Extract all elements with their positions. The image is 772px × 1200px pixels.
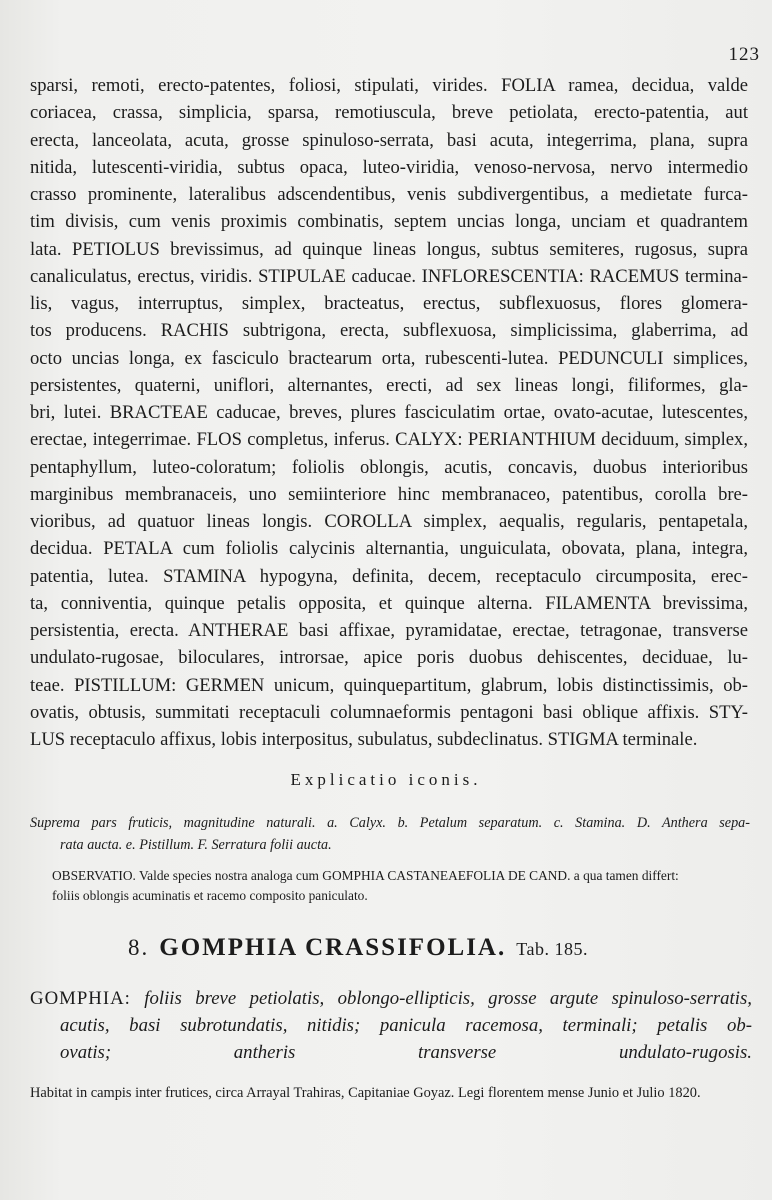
diagnosis-line-1-text: foliis breve petiolatis, oblongo-ellipticis, grosse argute spinuloso-serratis, (144, 988, 752, 1009)
observatio-note (52, 866, 752, 906)
description-line: bri, lutei. BRACTEAE caducae, breves, plures fasciculatim ortae, ovato-acutae, lutescentes, (30, 402, 748, 423)
plate-explanation-line-1: Suprema pars fruticis, magnitudine naturali. a. Calyx. b. Petalum separatum. c. Stamina. D. Anthera sepa- (30, 815, 750, 831)
species-description (30, 72, 748, 753)
diagnosis-genus: GOMPHIA: (30, 988, 131, 1009)
page-number: 123 (728, 44, 760, 65)
species-name: GOMPHIA CRASSIFOLIA. (159, 934, 507, 961)
diagnosis-line-3: ovatis; antheris transverse undulato-rugosis. (60, 1042, 752, 1063)
description-line: persistentes, quaterni, uniflori, alternantes, erecti, ad sex lineas longi, filiformes, gla- (30, 374, 748, 396)
species-heading (128, 934, 588, 962)
description-line: coriacea, crassa, simplicia, sparsa, remotiuscula, breve petiolata, erecto-patentia, aut (30, 102, 748, 124)
description-line: erecta, lanceolata, acuta, grosse spinuloso-serrata, basi acuta, integerrima, plana, supra (30, 129, 748, 151)
description-line: vioribus, ad quatuor lineas longis. COROLLA simplex, aequalis, regularis, pentapetala, (30, 511, 748, 532)
description-line: persistentia, erecta. ANTHERAE basi affixae, pyramidatae, erectae, tetragonae, transverse (30, 620, 748, 641)
description-line: marginibus membranaceis, uno semiinteriore hinc membranaceo, patentibus, corolla bre- (30, 483, 748, 505)
description-line: ta, conniventia, quinque petalis opposita, et quinque alterna. FILAMENTA brevissima, (30, 592, 748, 614)
habitat-note: Habitat in campis inter frutices, circa Arrayal Trahiras, Capitaniae Goyaz. Legi florentem mense Junio et Julio 1820. (30, 1085, 701, 1101)
description-line: sparsi, remoti, erecto-patentes, foliosi, stipulati, virides. FOLIA ramea, decidua, valde (30, 75, 748, 96)
observatio-line-1: OBSERVATIO. Valde species nostra analoga cum GOMPHIA CASTANEAEFOLIA DE CAND. a qua tamen differt: (52, 868, 679, 883)
description-line: patentia, lutea. STAMINA hypogyna, definita, decem, receptaculo circumposita, erec- (30, 565, 748, 587)
description-line: teae. PISTILLUM: GERMEN unicum, quinquepartitum, glabrum, lobis distinctissimis, ob- (30, 674, 748, 696)
description-line: decidua. PETALA cum foliolis calycinis alternantia, unguiculata, obovata, plana, integra, (30, 538, 748, 560)
description-line: LUS receptaculo affixus, lobis interpositus, subulatus, subdeclinatus. STIGMA terminale. (30, 729, 698, 750)
plate-reference: Tab. 185. (516, 939, 588, 959)
species-number: 8. (128, 935, 150, 960)
description-line: lis, vagus, interruptus, simplex, bracteatus, erectus, subflexuosus, flores glomera- (30, 293, 748, 314)
description-line: tim divisis, cum venis proximis combinatis, septem uncias longa, unciam et quadrantem (30, 211, 748, 233)
description-line: canaliculatus, erectus, viridis. STIPULAE caducae. INFLORESCENTIA: RACEMUS termina- (30, 265, 748, 287)
description-line: nitida, lutescenti-viridia, subtus opaca, luteo-viridia, venoso-nervosa, nervo intermedio (30, 156, 748, 178)
description-line: tos producens. RACHIS subtrigona, erecta, subflexuosa, simplicissima, glaberrima, ad (30, 320, 748, 342)
plate-explanation-line-2: rata aucta. e. Pistillum. F. Serratura folii aucta. (60, 837, 332, 853)
description-line: octo uncias longa, ex fasciculo bractearum orta, rubescenti-lutea. PEDUNCULI simplices, (30, 347, 748, 369)
description-line: undulato-rugosae, biloculares, introrsae, apice poris duobus dehiscentes, deciduae, lu- (30, 647, 748, 669)
description-line: ovatis, obtusis, summitati receptaculi columnaeformis pentagoni basi oblique affixis. STY- (30, 701, 748, 723)
description-line: pentaphyllum, luteo-coloratum; foliolis oblongis, acutis, concavis, duobus interioribus (30, 456, 748, 478)
description-line: crasso prominente, lateralibus adscendentibus, venis subdivergentibus, a medietate furca- (30, 184, 748, 205)
explicatio-heading: Explicatio iconis. (290, 770, 482, 789)
diagnosis-line-1 (30, 985, 752, 1012)
diagnosis-line-2: acutis, basi subrotundatis, nitidis; panicula racemosa, terminali; petalis ob- (60, 1015, 752, 1036)
observatio-line-2: foliis oblongis acuminatis et racemo composito paniculato. (52, 888, 368, 903)
plate-explanation (30, 812, 750, 856)
species-diagnosis (30, 985, 752, 1066)
description-line: lata. PETIOLUS brevissimus, ad quinque lineas longus, subtus semiteres, rugosus, supra (30, 238, 748, 260)
description-line: erectae, integerrimae. FLOS completus, inferus. CALYX: PERIANTHIUM deciduum, simplex, (30, 429, 748, 451)
